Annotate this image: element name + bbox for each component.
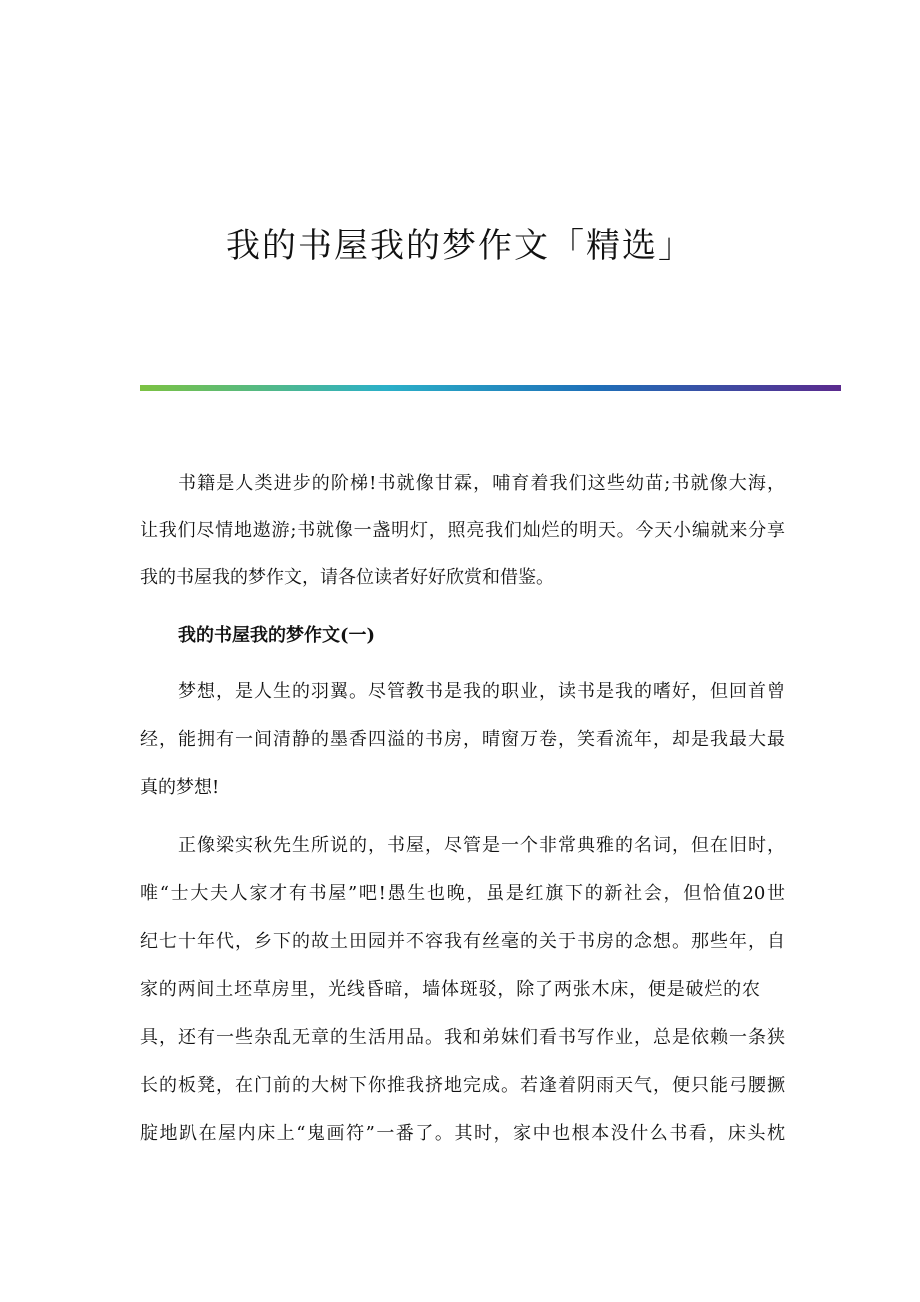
intro-line: 让我们尽情地遨游;书就像一盏明灯，照亮我们灿烂的明天。今天小编就来分享	[140, 520, 785, 541]
para1-line: 梦想，是人生的羽翼。尽管教书是我的职业，读书是我的嗜好，但回首曾	[178, 681, 785, 702]
para2-line: 唯“士大夫人家才有书屋”吧!愚生也晚，虽是红旗下的新社会，但恰值20世	[140, 883, 785, 904]
intro-line: 书籍是人类进步的阶梯!书就像甘霖，哺育着我们这些幼苗;书就像大海，	[178, 473, 785, 494]
para1-line: 真的梦想!	[140, 777, 220, 798]
intro-line: 我的书屋我的梦作文，请各位读者好好欣赏和借鉴。	[140, 567, 554, 588]
para2-line: 长的板凳，在门前的大树下你推我挤地完成。若逢着阴雨天气，便只能弓腰撅	[140, 1075, 785, 1096]
section-heading: 我的书屋我的梦作文(一)	[178, 625, 376, 646]
para2-line: 具，还有一些杂乱无章的生活用品。我和弟妹们看书写作业，总是依赖一条狭	[140, 1027, 785, 1048]
document-title: 我的书屋我的梦作文「精选」	[226, 226, 694, 266]
para2-line: 正像梁实秋先生所说的，书屋，尽管是一个非常典雅的名词，但在旧时，	[178, 835, 785, 856]
para2-line: 纪七十年代，乡下的故土田园并不容我有丝毫的关于书房的念想。那些年，自	[140, 931, 785, 952]
para2-line: 家的两间土坯草房里，光线昏暗，墙体斑驳，除了两张木床，便是破烂的农	[140, 979, 760, 1000]
para1-line: 经，能拥有一间清静的墨香四溢的书房，晴窗万卷，笑看流年，却是我最大最	[140, 729, 785, 750]
para2-line: 腚地趴在屋内床上“鬼画符”一番了。其时，家中也根本没什么书看，床头枕	[140, 1123, 785, 1144]
gradient-divider	[140, 385, 841, 391]
